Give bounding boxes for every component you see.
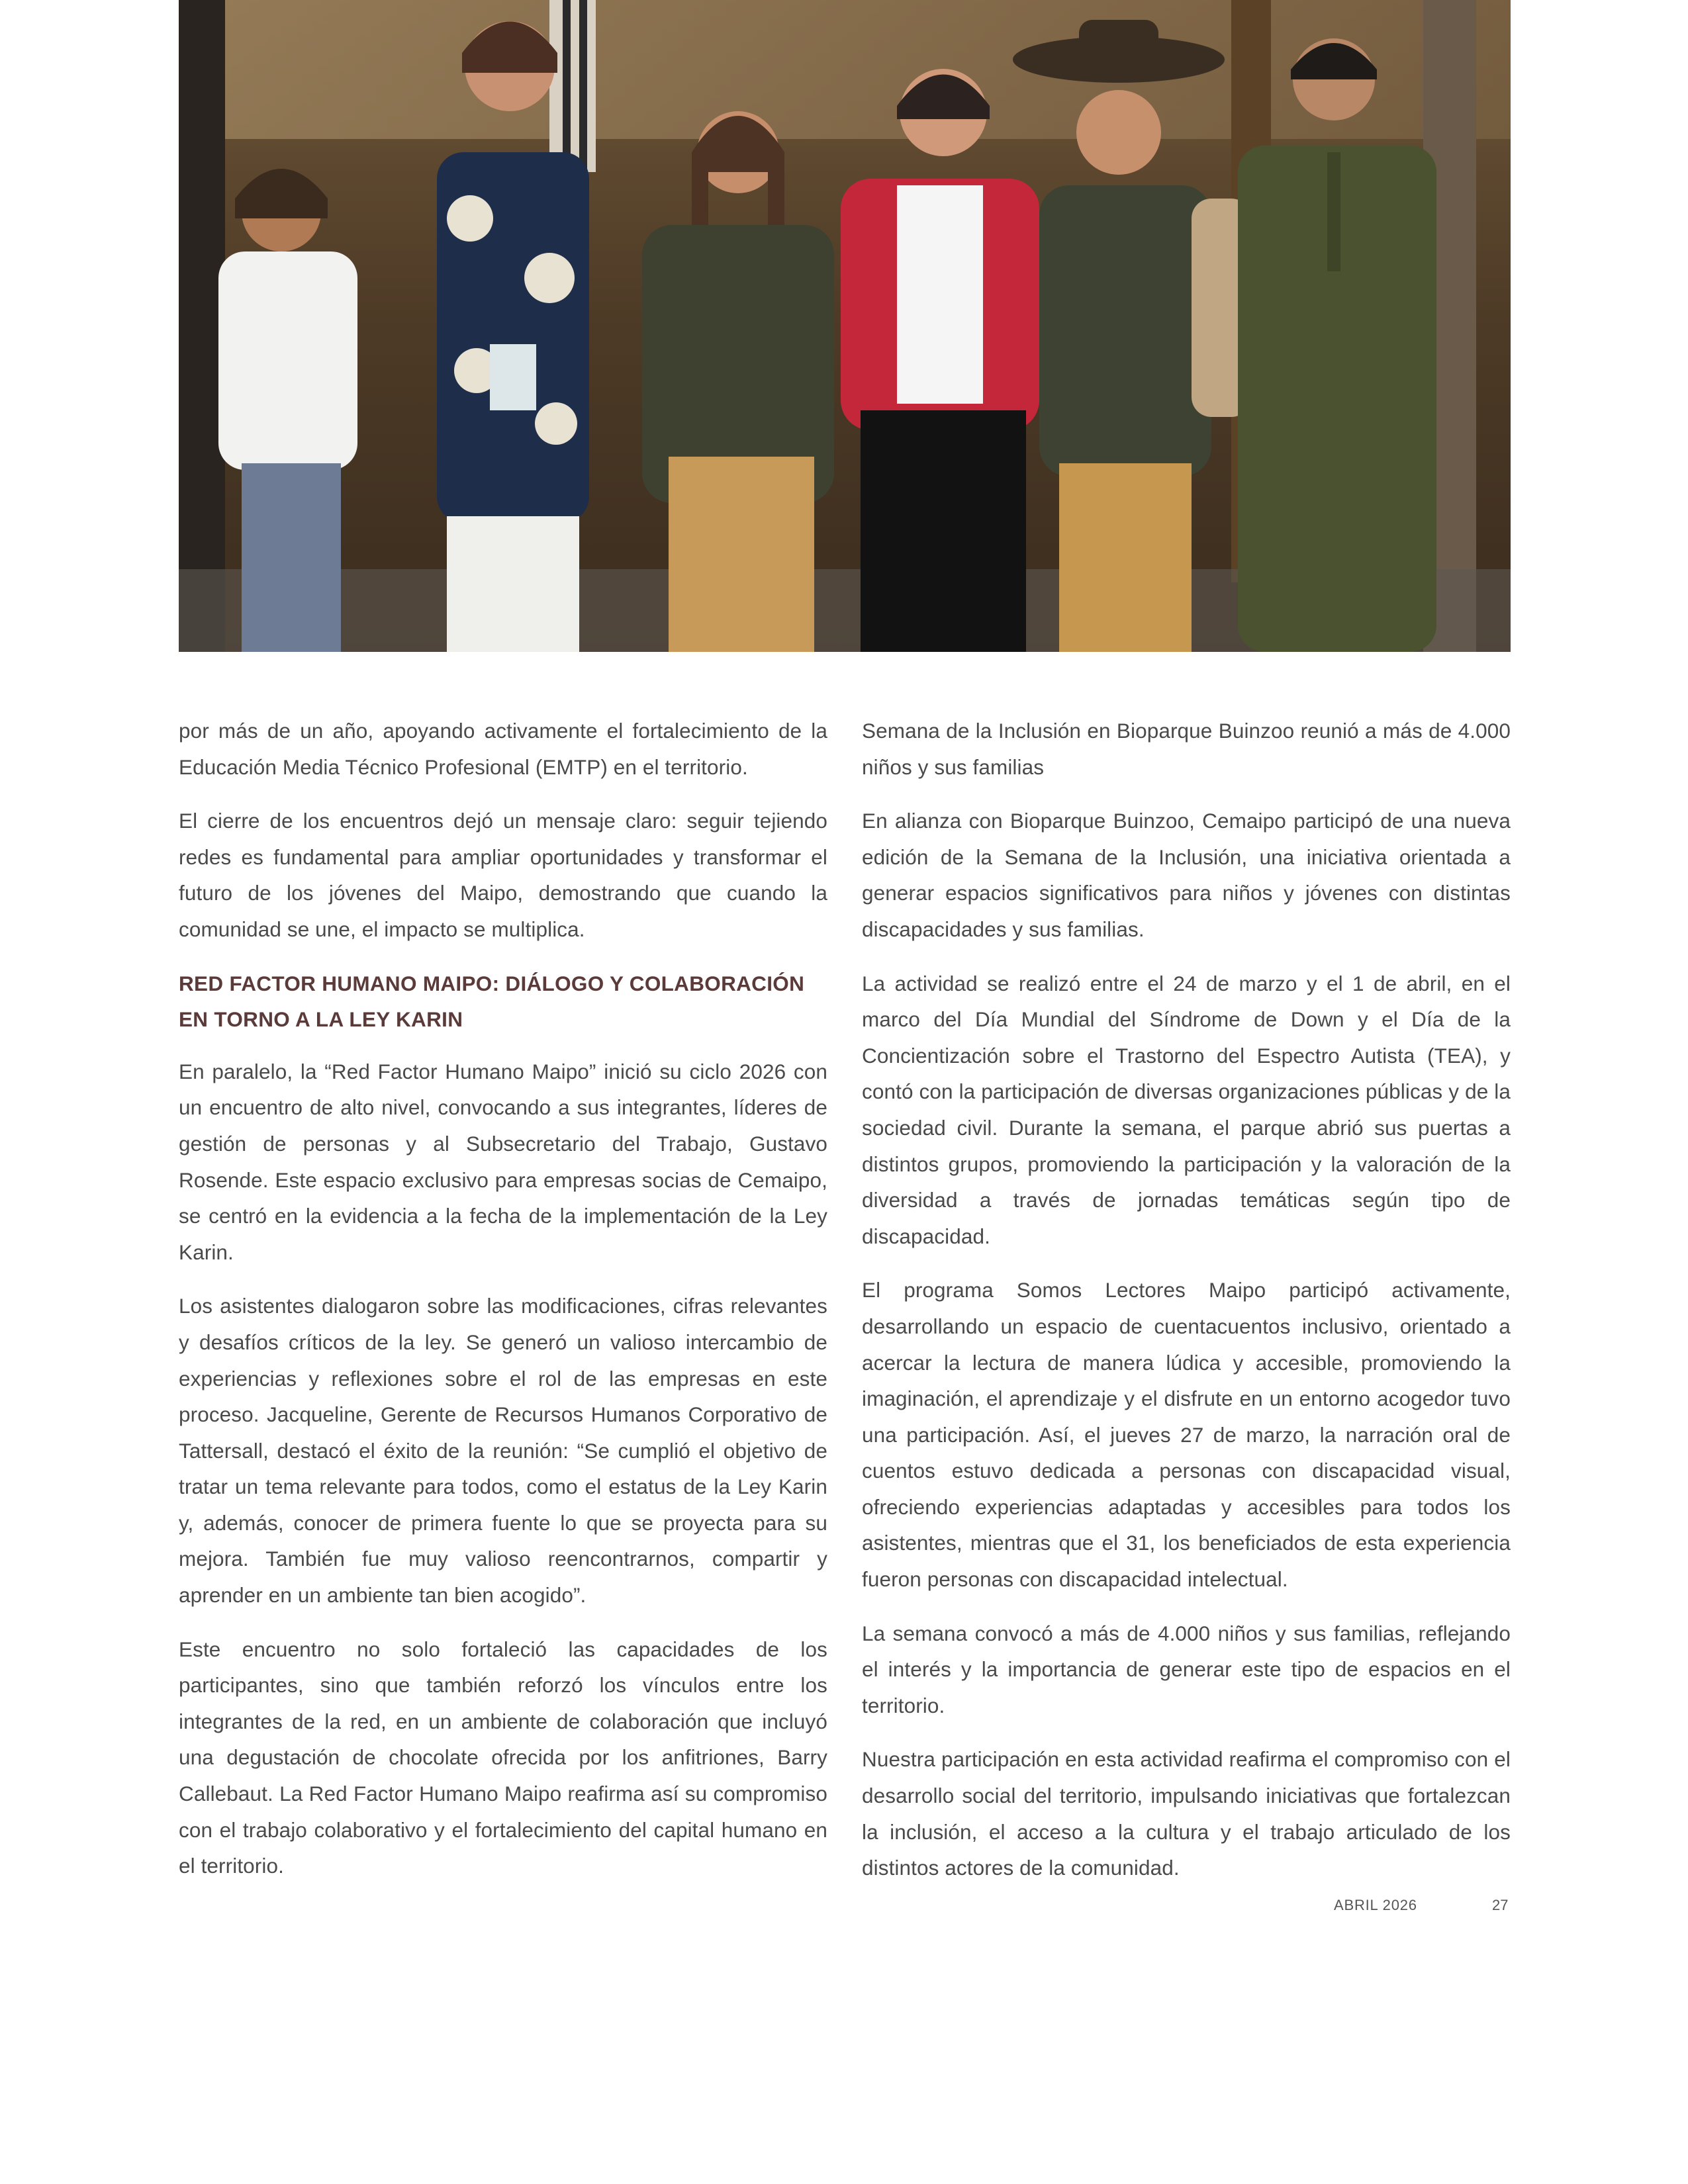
right-paragraph-2: En alianza con Bioparque Buinzoo, Cemaipo participó de una nueva edición de la Semana de la Inclusión, una iniciativa orientada a generar espacios significativos para niños y jóvenes con distintas discapacidades y sus familias. — [862, 809, 1511, 941]
right-paragraph-4: El programa Somos Lectores Maipo participó activamente, desarrollando un espacio de cuentacuentos inclusivo, orientado a acercar la lectura de manera lúdica y accesible, promoviendo la imaginación, el aprendizaje y el disfrute en un entorno acogedor tuvo una participación. Así, el jueves 27 de marzo, la narración oral de cuentos estuvo dedicada a personas con discapacidad visual, ofreciendo experiencias adaptadas y accesibles para todos los asistentes, mientras que el 31, los beneficiados de esta experiencia fueron personas con discapacidad intelectual. — [862, 1278, 1511, 1592]
group-photo-illustration — [179, 0, 1511, 652]
left-paragraph-5: Este encuentro no solo fortaleció las capacidades de los participantes, sino que también reforzó los vínculos entre los integrantes de la red, en un ambiente de colaboración que incluyó una degustación de chocolate ofrecida por los anfitriones, Barry Callebaut. La Red Factor Humano Maipo reafirma así su compromiso con el trabajo colaborativo y el fortalecimiento del capital humano en el territorio. — [179, 1637, 827, 1878]
group-photo — [179, 0, 1511, 652]
right-column — [862, 713, 1511, 1904]
left-paragraph-2: El cierre de los encuentros dejó un mensaje claro: seguir tejiendo redes es fundamental para ampliar oportunidades y transformar el futuro de los jóvenes del Maipo, demostrando que cuando la comunidad se une, el impacto se multiplica. — [179, 809, 827, 941]
right-paragraph-3: La actividad se realizó entre el 24 de marzo y el 1 de abril, en el marco del Día Mundial del Síndrome de Down y el Día de la Concientización sobre el Trastorno del Espectro Autista (TEA), y contó con la participación de diversas organizaciones públicas y de la sociedad civil. Durante la semana, el parque abrió sus puertas a distintos grupos, promoviendo la participación y la valoración de la diversidad a través de jornadas temáticas según tipo de discapacidad. — [862, 971, 1511, 1248]
section-heading: RED FACTOR HUMANO MAIPO: DIÁLOGO Y COLABORACIÓN EN TORNO A LA LEY KARIN — [179, 971, 805, 1032]
right-paragraph-1: Semana de la Inclusión en Bioparque Buinzoo reunió a más de 4.000 niños y sus familias — [862, 719, 1511, 779]
left-paragraph-4: Los asistentes dialogaron sobre las modificaciones, cifras relevantes y desafíos críticos de la ley. Se generó un valioso intercambio de experiencias y reflexiones sobre el rol de las empresas en este proceso. Jacqueline, Gerente de Recursos Humanos Corporativo de Tattersall, destacó el éxito de la reunión: “Se cumplió el objetivo de tratar un tema relevante para todos, como el estatus de la Ley Karin y, además, conocer de primera fuente lo que se proyecta para su mejora. También fue muy valioso reencontrarnos, compartir y aprender en un ambiente tan bien acogido”. — [179, 1294, 827, 1608]
left-column — [179, 713, 827, 1902]
left-paragraph-1: por más de un año, apoyando activamente el fortalecimiento de la Educación Media Técnico Profesional (EMTP) en el territorio. — [179, 719, 827, 779]
right-paragraph-6: Nuestra participación en esta actividad reafirma el compromiso con el desarrollo social del territorio, impulsando iniciativas que fortalezcan la inclusión, el acceso a la cultura y el trabajo articulado de los distintos actores de la comunidad. — [862, 1747, 1511, 1880]
footer-issue-date: ABRIL 2026 — [1334, 1897, 1417, 1913]
right-paragraph-5: La semana convocó a más de 4.000 niños y sus familias, reflejando el interés y la importancia de generar este tipo de espacios en el territorio. — [862, 1621, 1511, 1717]
page-number: 27 — [1492, 1897, 1509, 1913]
left-paragraph-3: En paralelo, la “Red Factor Humano Maipo” inició su ciclo 2026 con un encuentro de alto nivel, convocando a sus integrantes, líderes de gestión de personas y al Subsecretario del Trabajo, Gustavo Rosende. Este espacio exclusivo para empresas socias de Cemaipo, se centró en la evidencia a la fecha de la implementación de la Ley Karin. — [179, 1059, 827, 1264]
